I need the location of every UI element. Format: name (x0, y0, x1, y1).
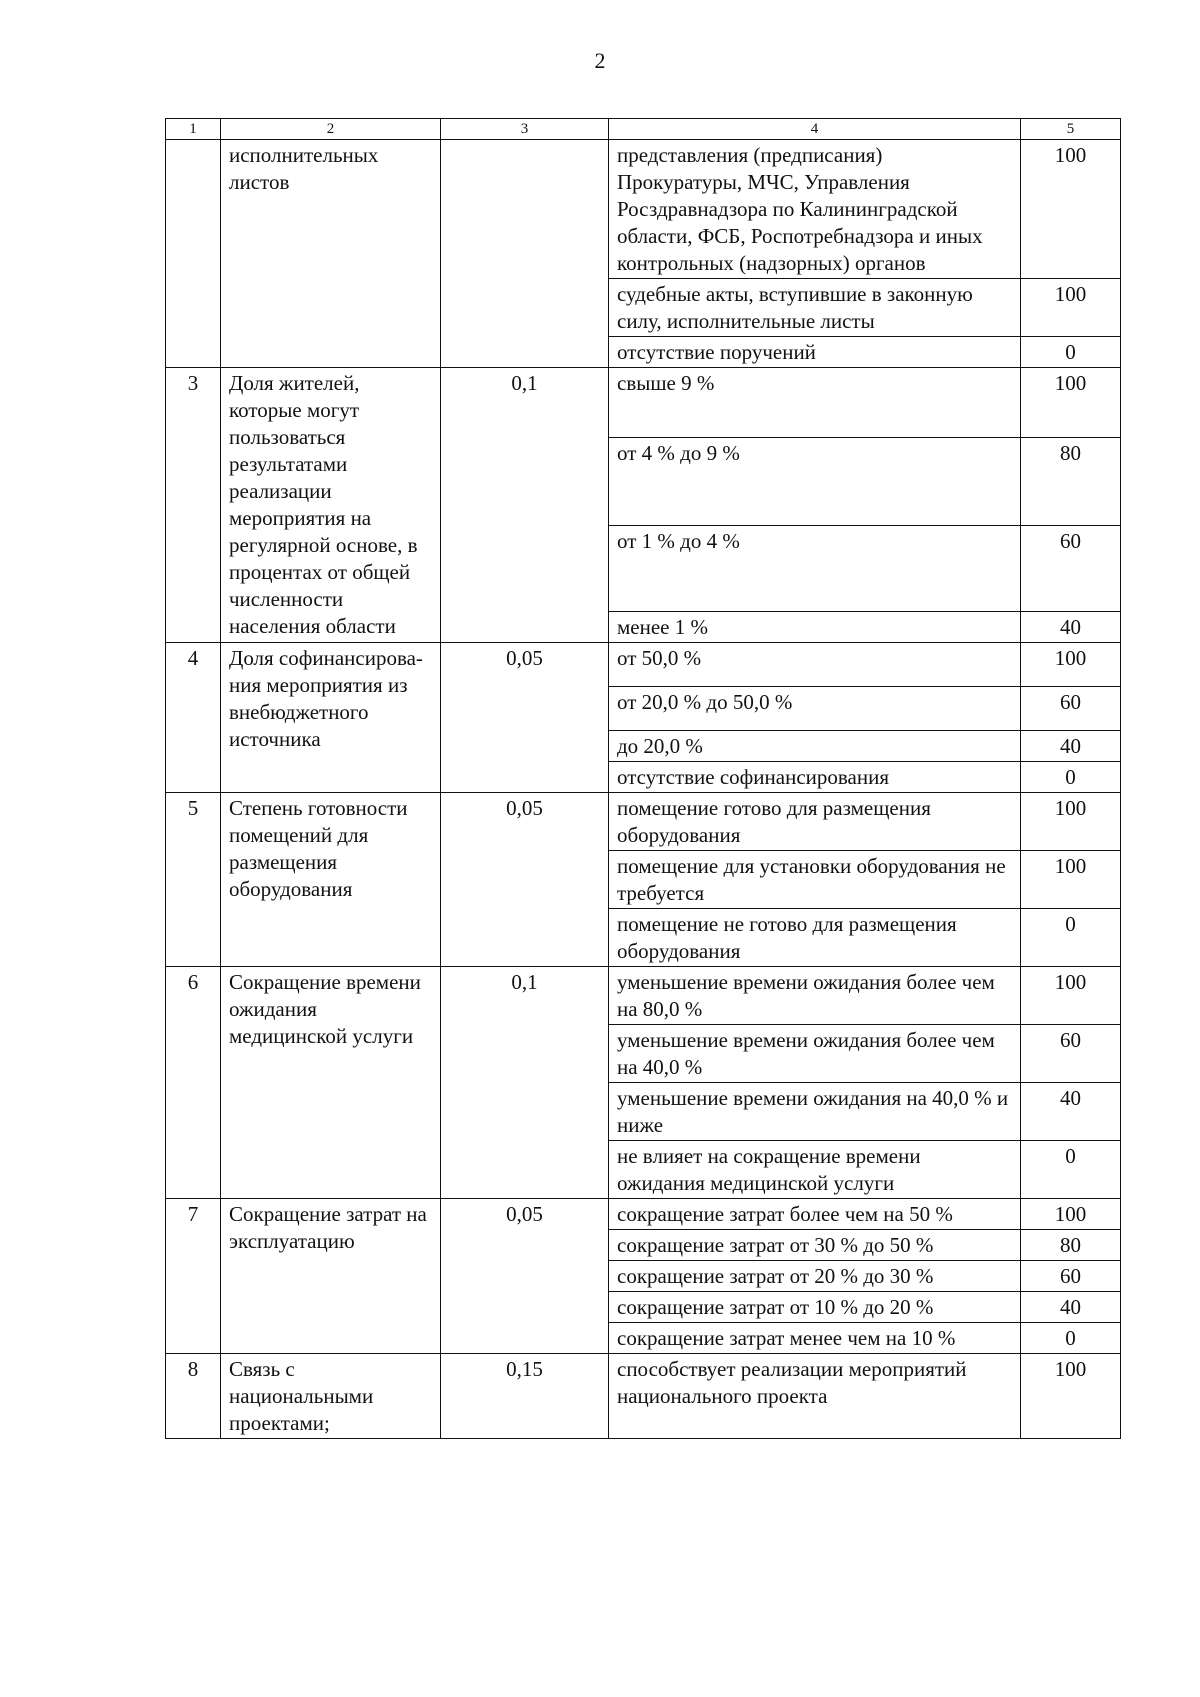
header-cell: 1 (166, 119, 221, 140)
criterion-option: от 20,0 % до 50,0 % (609, 687, 1021, 731)
criterion-score: 0 (1021, 762, 1121, 793)
criterion-option: отсутствие софинансирования (609, 762, 1021, 793)
row-number (166, 140, 221, 368)
criterion-option: не влияет на сокращение времени ожидания медицинской услуги (609, 1141, 1021, 1199)
criterion-option: сокращение затрат от 30 % до 50 % (609, 1230, 1021, 1261)
criterion-option: уменьшение времени ожидания на 40,0 % и ниже (609, 1083, 1021, 1141)
criterion-option: уменьшение времени ожидания более чем на 40,0 % (609, 1025, 1021, 1083)
criterion-option: помещение не готово для размещения оборудования (609, 909, 1021, 967)
table-row (166, 643, 1121, 687)
criteria-table (165, 118, 1121, 1439)
criterion-score: 100 (1021, 793, 1121, 851)
criterion-option: способствует реализации мероприятий национального проекта (609, 1354, 1021, 1439)
criterion-score: 40 (1021, 731, 1121, 762)
header-cell: 2 (221, 119, 441, 140)
criterion-score: 80 (1021, 1230, 1121, 1261)
row-number: 7 (166, 1199, 221, 1354)
criterion-score: 100 (1021, 1354, 1121, 1439)
criterion-weight: 0,05 (441, 643, 609, 793)
criterion-score: 40 (1021, 1292, 1121, 1323)
criterion-name: Связь с национальными проектами; (221, 1354, 441, 1439)
criterion-option: сокращение затрат менее чем на 10 % (609, 1323, 1021, 1354)
criterion-option: помещение для установки оборудования не требуется (609, 851, 1021, 909)
criterion-score: 80 (1021, 438, 1121, 526)
criterion-option: от 50,0 % (609, 643, 1021, 687)
criterion-score: 100 (1021, 1199, 1121, 1230)
criterion-option: менее 1 % (609, 612, 1021, 643)
criterion-score: 100 (1021, 851, 1121, 909)
table-row (166, 1354, 1121, 1439)
criterion-weight (441, 140, 609, 368)
criterion-score: 0 (1021, 909, 1121, 967)
criterion-score: 100 (1021, 643, 1121, 687)
header-cell: 3 (441, 119, 609, 140)
criterion-name: Сокращение затрат на эксплуатацию (221, 1199, 441, 1354)
criterion-option: уменьшение времени ожидания более чем на 80,0 % (609, 967, 1021, 1025)
criterion-score: 60 (1021, 687, 1121, 731)
criterion-weight: 0,15 (441, 1354, 609, 1439)
row-number: 6 (166, 967, 221, 1199)
table-row (166, 967, 1121, 1025)
row-number: 5 (166, 793, 221, 967)
row-number: 3 (166, 368, 221, 643)
criterion-weight: 0,1 (441, 967, 609, 1199)
criterion-name: Доля жителей, которые могут пользоваться результатами реализации мероприятия на регулярной основе, в процентах от общей численности населения области (221, 368, 441, 643)
criterion-name: Сокращение времени ожидания медицинской услуги (221, 967, 441, 1199)
criterion-option: до 20,0 % (609, 731, 1021, 762)
criterion-weight: 0,05 (441, 1199, 609, 1354)
page-number: 2 (594, 48, 606, 73)
header-cell: 4 (609, 119, 1021, 140)
table-row (166, 793, 1121, 851)
criterion-name: Степень готовности помещений для размещения оборудования (221, 793, 441, 967)
criterion-option: судебные акты, вступившие в законную силу, исполнительные листы (609, 279, 1021, 337)
criterion-option: отсутствие поручений (609, 337, 1021, 368)
criterion-score: 60 (1021, 1025, 1121, 1083)
criterion-score: 60 (1021, 526, 1121, 612)
row-number: 4 (166, 643, 221, 793)
table-row (166, 140, 1121, 279)
criterion-score: 0 (1021, 1141, 1121, 1199)
criterion-score: 100 (1021, 140, 1121, 279)
criterion-option: сокращение затрат более чем на 50 % (609, 1199, 1021, 1230)
criterion-score: 100 (1021, 368, 1121, 438)
criterion-option: помещение готово для размещения оборудования (609, 793, 1021, 851)
criterion-option: сокращение затрат от 10 % до 20 % (609, 1292, 1021, 1323)
criterion-name: Доля софинансирова-ния мероприятия из внебюджетного источника (221, 643, 441, 793)
criterion-name: исполнительных листов (221, 140, 441, 368)
criterion-weight: 0,05 (441, 793, 609, 967)
criterion-score: 40 (1021, 612, 1121, 643)
row-number: 8 (166, 1354, 221, 1439)
table-row (166, 368, 1121, 438)
table-row (166, 1199, 1121, 1230)
criterion-score: 60 (1021, 1261, 1121, 1292)
header-row (166, 119, 1121, 140)
criterion-option: от 1 % до 4 % (609, 526, 1021, 612)
criterion-option: представления (предписания) Прокуратуры, МЧС, Управления Росздравнадзора по Калининградской области, ФСБ, Роспотребнадзора и иных контрольных (надзорных) органов (609, 140, 1021, 279)
criterion-score: 100 (1021, 967, 1121, 1025)
criterion-score: 40 (1021, 1083, 1121, 1141)
criterion-score: 100 (1021, 279, 1121, 337)
criterion-option: сокращение затрат от 20 % до 30 % (609, 1261, 1021, 1292)
criterion-score: 0 (1021, 1323, 1121, 1354)
criterion-weight: 0,1 (441, 368, 609, 643)
criterion-score: 0 (1021, 337, 1121, 368)
criterion-option: от 4 % до 9 % (609, 438, 1021, 526)
header-cell: 5 (1021, 119, 1121, 140)
criterion-option: свыше 9 % (609, 368, 1021, 438)
